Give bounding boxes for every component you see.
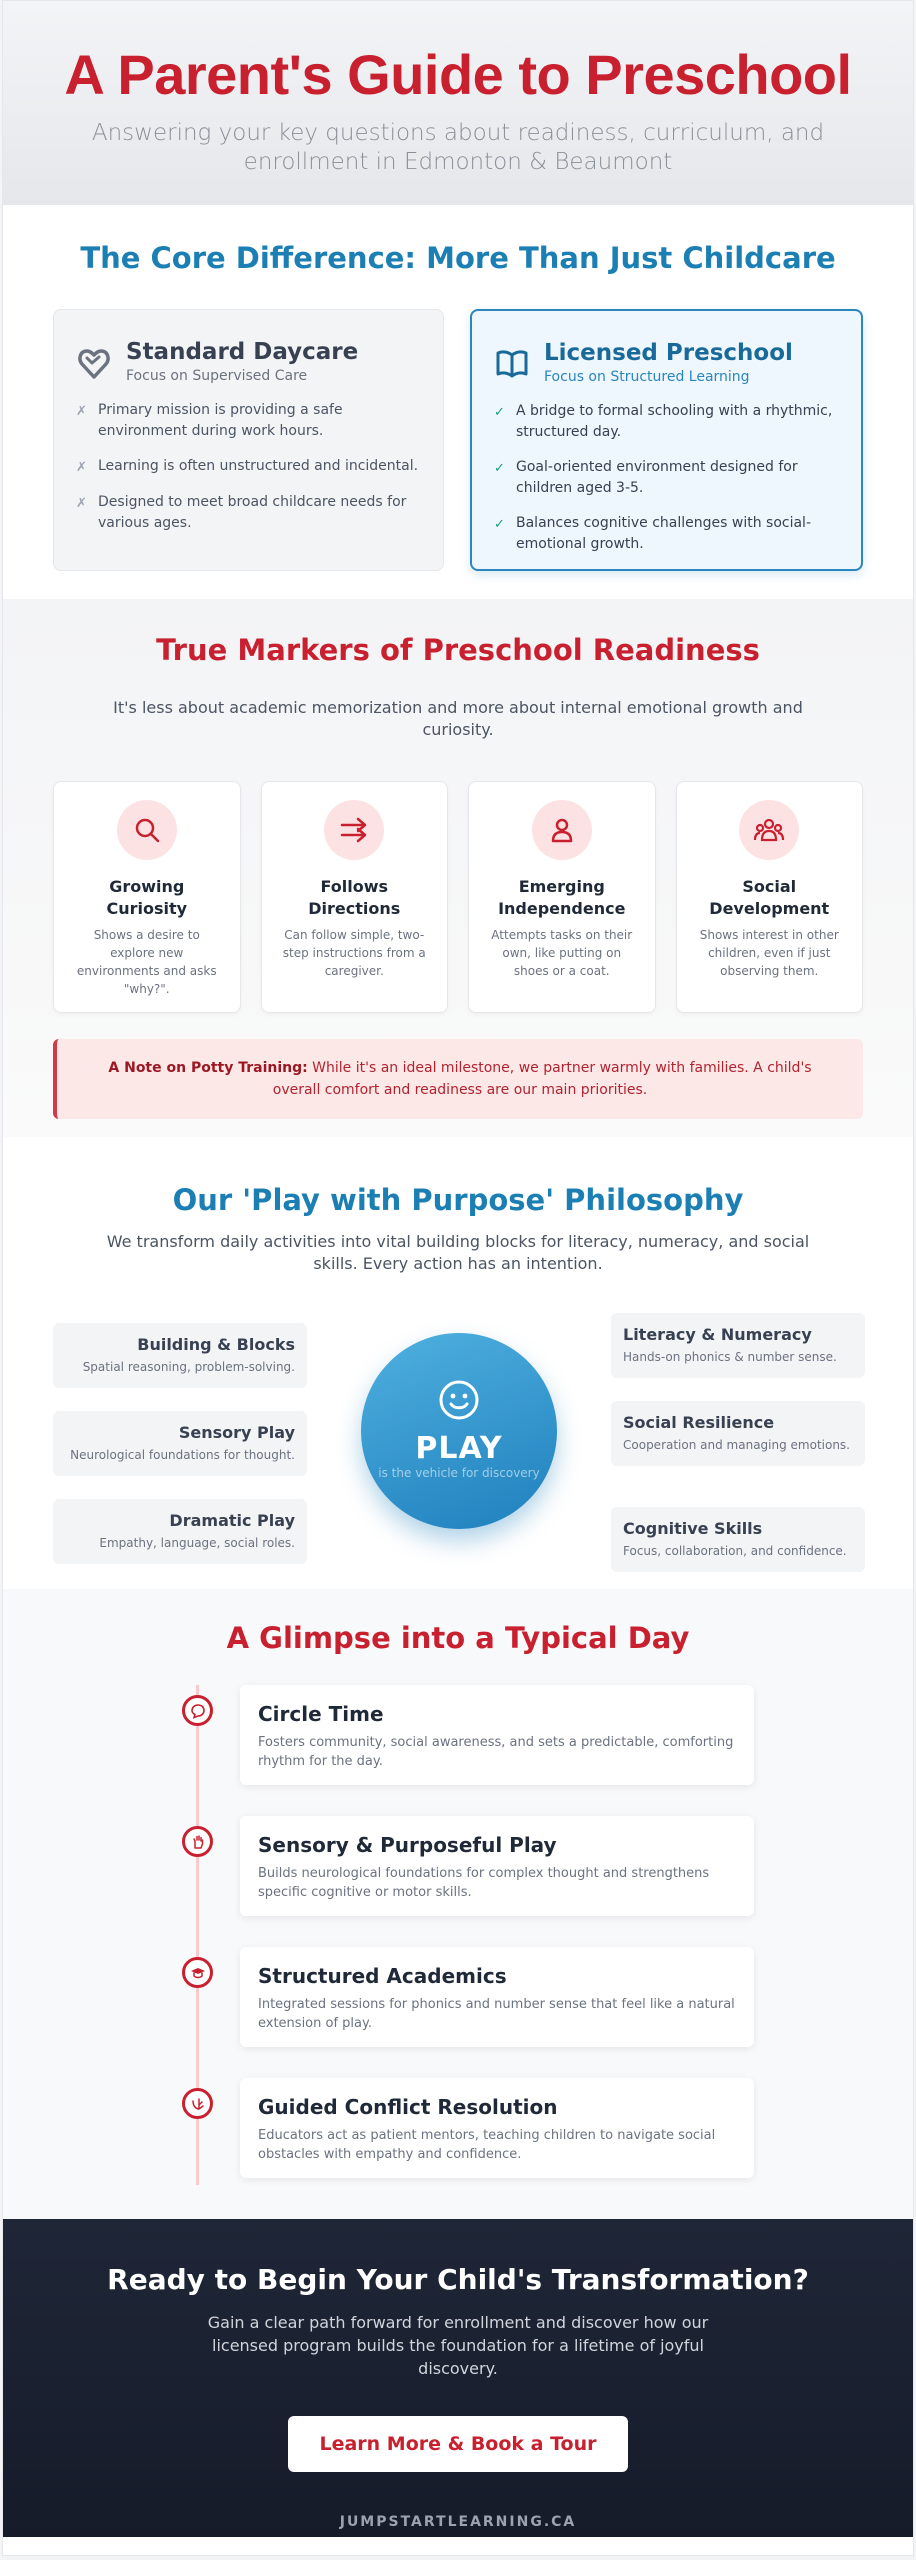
arrows-right-icon (324, 800, 384, 860)
play-diagram (3, 1311, 913, 1611)
check-icon: ✓ (494, 461, 505, 476)
graduation-cap-icon (182, 1957, 213, 1988)
outcome-title: Social Resilience (623, 1413, 775, 1432)
check-icon: ✓ (494, 517, 505, 532)
check-icon: ✓ (494, 405, 505, 420)
x-mark-icon: ✗ (76, 460, 87, 475)
open-book-icon (494, 345, 530, 381)
page-title: A Parent's Guide to Preschool (64, 43, 852, 106)
outcome-title: Cognitive Skills (623, 1519, 763, 1538)
subtitle-line-2: enrollment in Edmonton & Beaumont (243, 149, 673, 175)
outcome-text: Focus, collaboration, and confidence. (623, 1544, 847, 1558)
x-mark-icon: ✗ (76, 496, 87, 511)
activity-text: Spatial reasoning, problem-solving. (82, 1360, 295, 1374)
timeline-card (240, 2078, 754, 2178)
hero-header (3, 1, 913, 205)
list-item (76, 492, 421, 534)
list-item (494, 513, 839, 555)
note-label: A Note on Potty Training: (108, 1060, 308, 1076)
cta-text: Gain a clear path forward for enrollment and discover how our licensed program builds the foundation for a lifetime of joyful discovery. (207, 2313, 709, 2378)
list-item (76, 456, 421, 478)
list-item (494, 401, 839, 443)
play-outcome-card (611, 1507, 865, 1572)
typical-day-section (3, 1589, 913, 2219)
potty-training-note (53, 1039, 863, 1119)
marker-card (468, 781, 656, 1013)
readiness-section-title: True Markers of Preschool Readiness (156, 633, 760, 667)
book-tour-button[interactable]: Learn More & Book a Tour (288, 2416, 628, 2472)
outcome-title: Literacy & Numeracy (623, 1325, 812, 1344)
card-title: Licensed Preschool (544, 340, 793, 366)
play-activity-card (53, 1323, 307, 1388)
activity-title: Sensory Play (178, 1423, 295, 1442)
cta-title: Ready to Begin Your Child's Transformation? (107, 2263, 809, 2296)
website-link[interactable]: JUMPSTARTLEARNING.CA (339, 2514, 577, 2530)
play-center-circle (361, 1333, 557, 1529)
card-subtitle: Focus on Supervised Care (126, 368, 308, 384)
play-activity-card (53, 1499, 307, 1564)
marker-text: Can follow simple, two-step instructions from a caregiver. (282, 928, 426, 978)
timeline-card (240, 1685, 754, 1785)
list-item-text: Balances cognitive challenges with social-emotional growth. (516, 515, 811, 552)
card-title: Standard Daycare (126, 339, 359, 365)
timeline-card (240, 1816, 754, 1916)
timeline-card (240, 1947, 754, 2047)
activity-text: Neurological foundations for thought. (70, 1448, 295, 1462)
core-section-title: The Core Difference: More Than Just Childcare (80, 241, 836, 275)
readiness-section (3, 599, 913, 1137)
timeline-text: Integrated sessions for phonics and number sense that feel like a natural extension of play. (258, 1997, 735, 2031)
timeline-text: Builds neurological foundations for complex thought and strengthens specific cognitive or motor skills. (258, 1866, 710, 1900)
list-item (494, 457, 839, 499)
group-icon (739, 800, 799, 860)
licensed-preschool-card (470, 309, 863, 571)
list-item-text: A bridge to formal schooling with a rhythmic, structured day. (516, 403, 833, 440)
heart-hand-icon (76, 344, 112, 380)
play-section-title: Our 'Play with Purpose' Philosophy (172, 1183, 744, 1217)
subtitle-line-1: Answering your key questions about readiness, curriculum, and (91, 120, 825, 146)
timeline-title: Sensory & Purposeful Play (258, 1833, 557, 1857)
readiness-lead: It's less about academic memorization and more about internal emotional growth and curiosity. (113, 698, 803, 739)
day-section-title: A Glimpse into a Typical Day (226, 1621, 690, 1655)
search-icon (117, 800, 177, 860)
marker-title: Emerging Independence (498, 877, 626, 918)
marker-card (676, 781, 864, 1013)
timeline-text: Fosters community, social awareness, and sets a predictable, comforting rhythm for the day. (258, 1735, 734, 1769)
card-header (76, 338, 421, 384)
outcome-text: Cooperation and managing emotions. (623, 1438, 850, 1452)
chat-icon (182, 1695, 213, 1726)
comparison-cards (53, 309, 863, 571)
marker-title: Social Development (709, 877, 830, 918)
preschool-list (494, 401, 839, 555)
marker-title: Growing Curiosity (106, 877, 188, 918)
x-mark-icon: ✗ (76, 404, 87, 419)
marker-text: Shows a desire to explore new environments and asks "why?". (76, 928, 217, 996)
list-item-text: Learning is often unstructured and incidental. (98, 458, 419, 474)
smiley-icon (361, 1379, 557, 1425)
marker-card (53, 781, 241, 1013)
activity-title: Building & Blocks (137, 1335, 295, 1354)
dove-icon (182, 2088, 213, 2119)
note-text: While it's an ideal milestone, we partner warmly with families. A child's overall comfort and readiness are our main priorities. (272, 1060, 812, 1098)
activity-title: Dramatic Play (169, 1511, 295, 1530)
day-timeline (3, 1685, 913, 2205)
play-outcome-card (611, 1313, 865, 1378)
marker-title: Follows Directions (308, 877, 401, 918)
timeline-text: Educators act as patient mentors, teaching children to navigate social obstacles with empathy and confidence. (258, 2128, 716, 2162)
person-icon (532, 800, 592, 860)
play-lead: We transform daily activities into vital building blocks for literacy, numeracy, and social skills. Every action has an intention. (106, 1232, 810, 1273)
cta-footer (3, 2219, 913, 2537)
timeline-title: Structured Academics (258, 1964, 507, 1988)
activity-text: Empathy, language, social roles. (99, 1536, 295, 1550)
timeline-title: Guided Conflict Resolution (258, 2095, 558, 2119)
marker-text: Attempts tasks on their own, like putting on shoes or a coat. (491, 928, 633, 978)
page (2, 0, 914, 2556)
readiness-markers (53, 781, 863, 1013)
list-item-text: Primary mission is providing a safe environment during work hours. (98, 402, 343, 439)
standard-daycare-card (53, 309, 444, 571)
list-item-text: Goal-oriented environment designed for children aged 3-5. (516, 459, 798, 496)
list-item-text: Designed to meet broad childcare needs for various ages. (98, 494, 407, 531)
card-header (494, 339, 839, 385)
play-outcome-card (611, 1401, 865, 1466)
marker-text: Shows interest in other children, even if just observing them. (699, 928, 839, 978)
page-subtitle (3, 119, 913, 177)
outcome-text: Hands-on phonics & number sense. (623, 1350, 837, 1364)
list-item (76, 400, 421, 442)
play-philosophy-section (3, 1137, 913, 1589)
timeline-title: Circle Time (258, 1702, 384, 1726)
card-subtitle: Focus on Structured Learning (544, 369, 750, 385)
play-center-title: PLAY (415, 1431, 503, 1466)
play-activity-card (53, 1411, 307, 1476)
marker-card (261, 781, 449, 1013)
daycare-list (76, 400, 421, 534)
play-center-subtitle: is the vehicle for discovery (378, 1466, 540, 1480)
core-difference-section (3, 205, 913, 599)
hand-icon (182, 1826, 213, 1857)
